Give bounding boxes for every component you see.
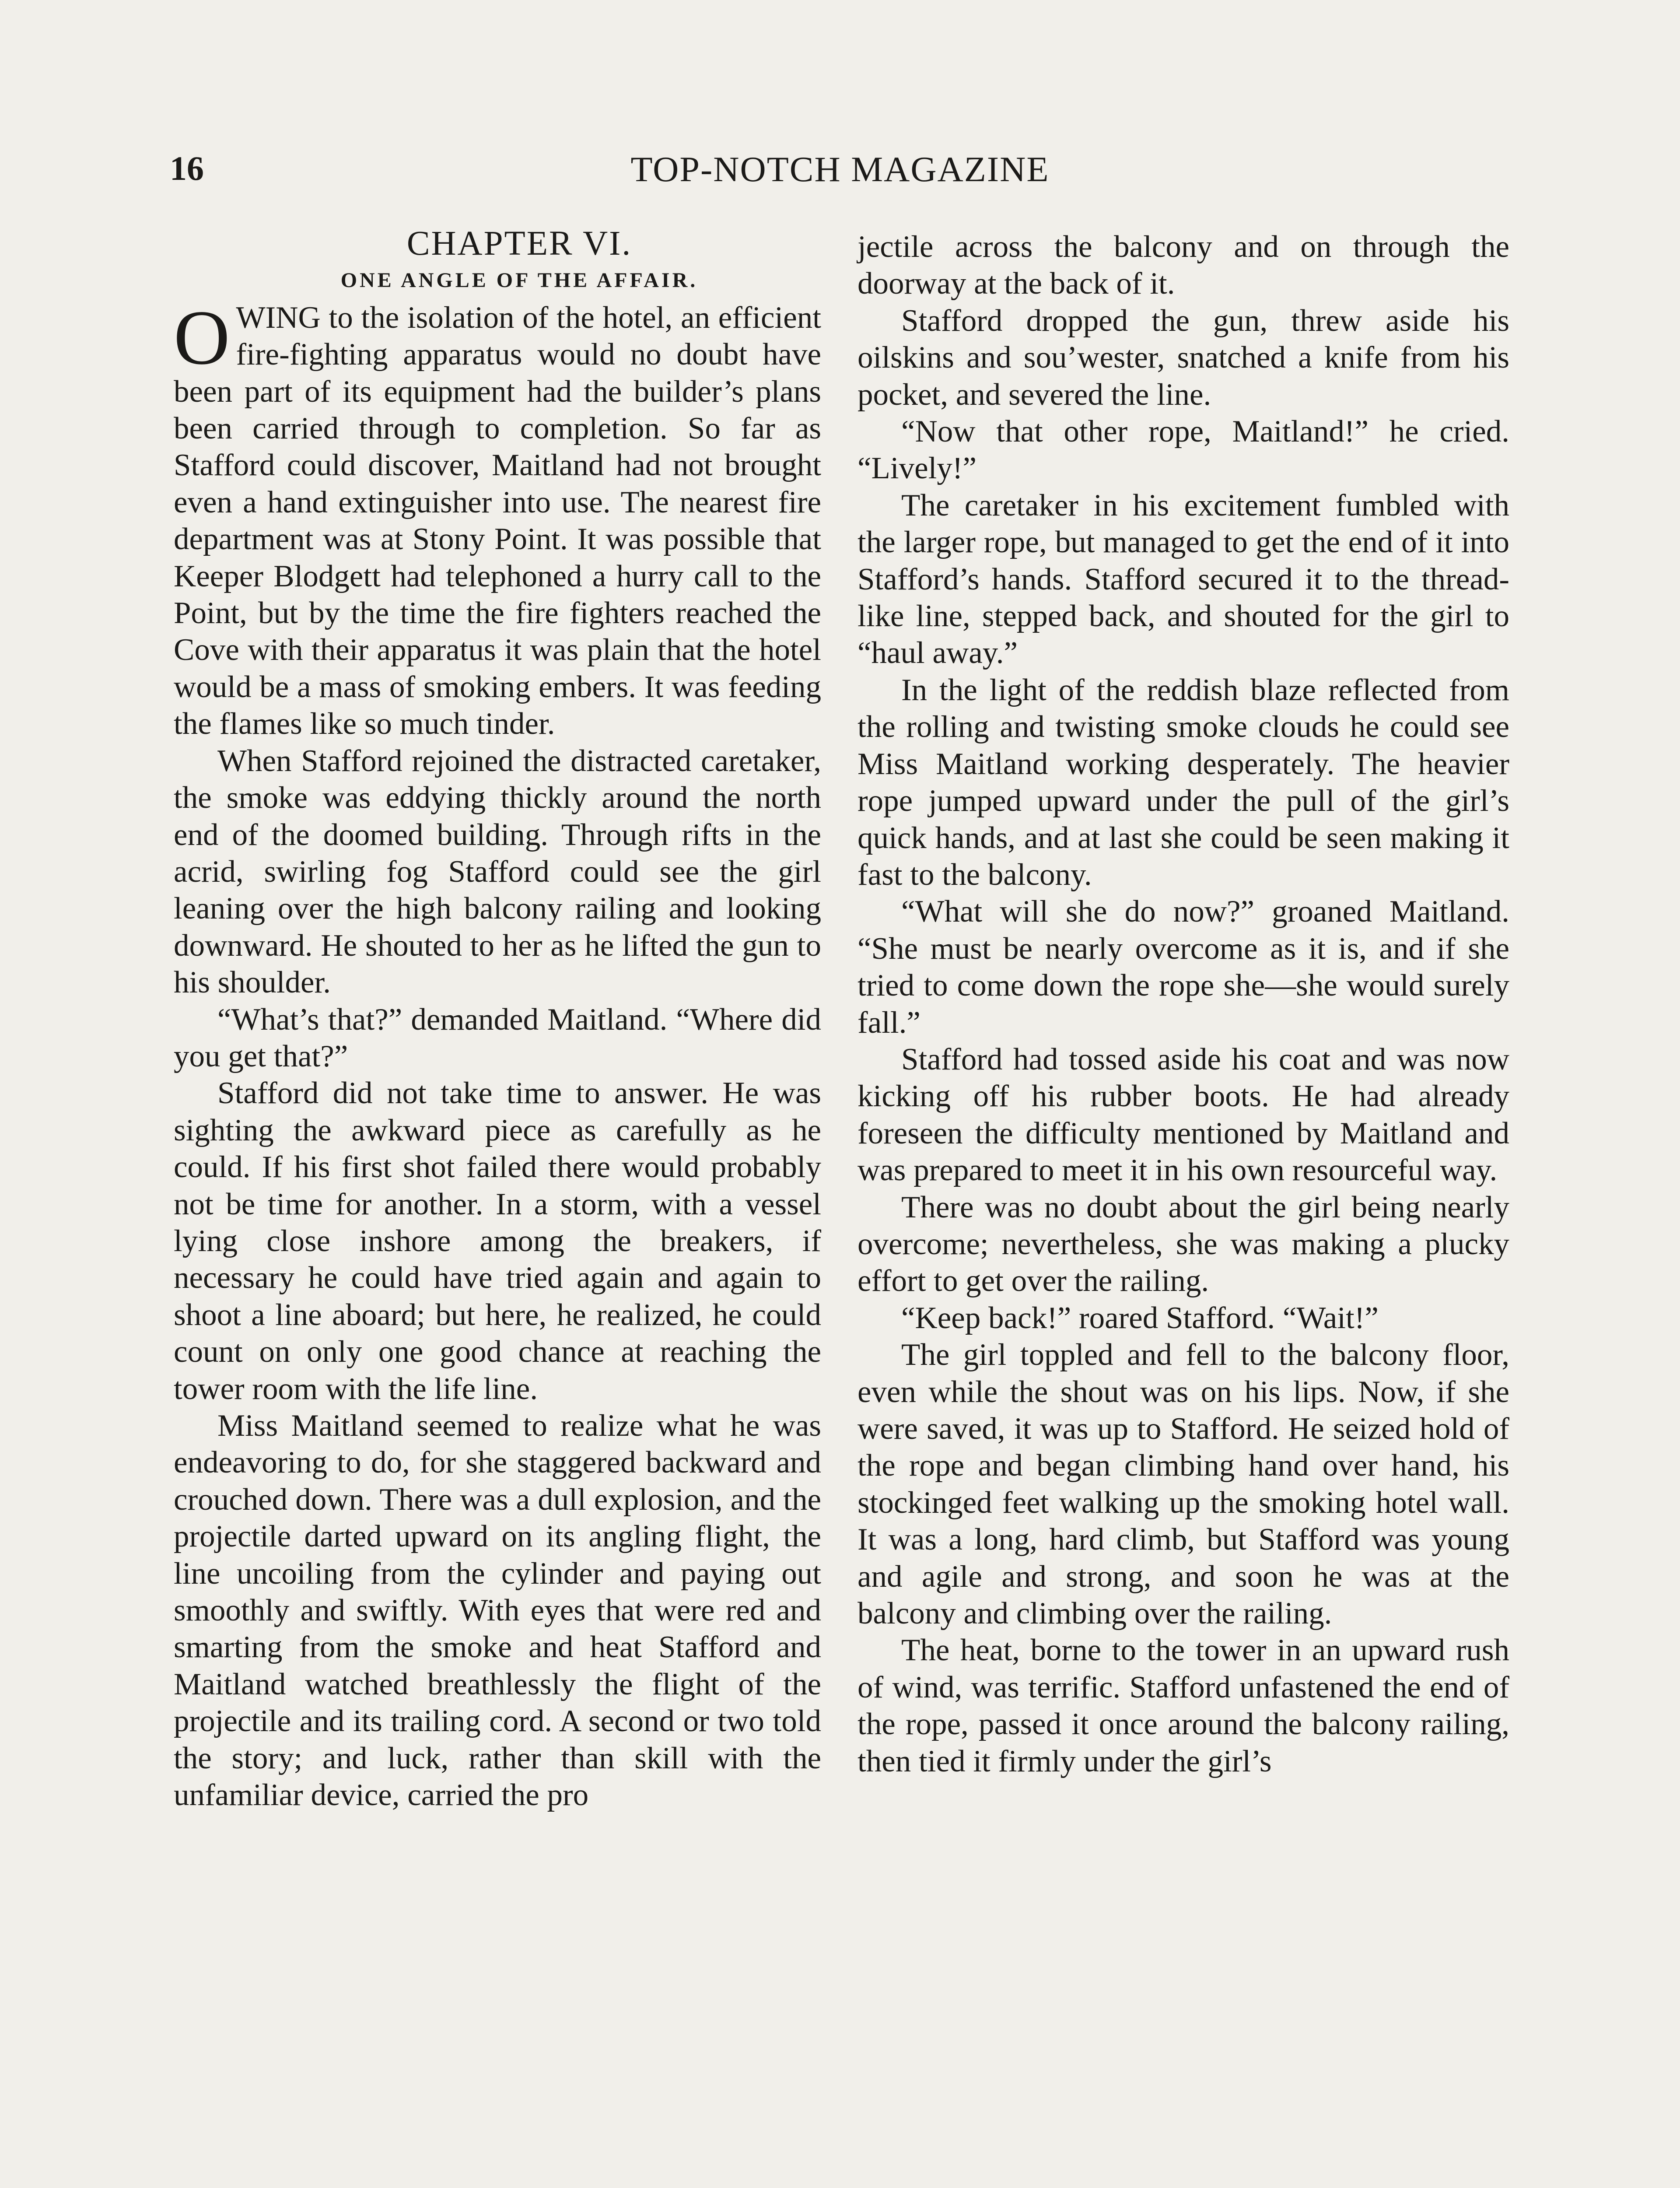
chapter-subtitle: ONE ANGLE OF THE AFFAIR. xyxy=(340,269,698,292)
running-head xyxy=(0,149,1680,201)
paragraph: “Keep back!” roared Stafford. “Wait!” xyxy=(901,1301,1379,1335)
paragraph: The caretaker in his excitement fumbled with the larger rope, but managed to get the end of it into Stafford’s hands. Stafford secured it to the threadlike line, stepped back, and shouted for the girl to “haul away.” xyxy=(858,488,1509,670)
chapter-title: CHAPTER VI. xyxy=(406,224,632,263)
magazine-title: TOP-NOTCH MAGAZINE xyxy=(630,149,1050,189)
paragraph: There was no doubt about the girl being nearly overcome; nevertheless, she was making a plucky effort to get over the railing. xyxy=(858,1190,1509,1298)
paragraph: Stafford did not take time to answer. He was sighting the awkward piece as carefully as he could. If his first shot failed there would probably not be time for another. In a storm, with a vessel lying close inshore among the breakers, if necessary he could have tried again and again to shoot a line aboard; but here, he realized, he could count on only one good chance at reaching the tower room with the life line. xyxy=(174,1076,821,1406)
paragraph: In the light of the reddish blaze reflected from the rolling and twisting smoke clouds he could see Miss Maitland working desperately. The heavier rope jumped upward under the pull of the girl’s quick hands, and at last she could be seen making it fast to the balcony. xyxy=(858,673,1509,892)
drop-cap: O xyxy=(174,294,230,381)
paragraph-continuation: jectile across the balcony and on through the doorway at the back of it. xyxy=(858,230,1509,301)
right-column xyxy=(858,228,1509,1780)
paragraph: “What’s that?” demanded Maitland. “Where did you get that?” xyxy=(174,1002,821,1073)
paragraph: The heat, borne to the tower in an upward rush of wind, was terrific. Stafford unfastened the end of the rope, passed it once around the balcony railing, then tied it firmly under the girl’s xyxy=(858,1633,1509,1778)
paragraph: When Stafford rejoined the distracted caretaker, the smoke was eddying thickly around the north end of the doomed building. Through rifts in the acrid, swirling fog Stafford could see the girl leaning over the high balcony railing and looking downward. He shouted to her as he lifted the gun to his shoulder. xyxy=(174,743,821,1000)
paragraph: Stafford had tossed aside his coat and was now kicking off his rubber boots. He had already foreseen the difficulty mentioned by Maitland and was prepared to meet it in his own resourceful way. xyxy=(858,1042,1509,1188)
page-number: 16 xyxy=(170,149,204,187)
paragraph: “Now that other rope, Maitland!” he cried. “Lively!” xyxy=(858,414,1509,486)
left-column xyxy=(174,225,821,1813)
paragraph-text: WING to the isolation of the hotel, an efficient fire-fighting apparatus would no doubt have been part of its equipment had the builder’s plans been carried through to completion. So far as Stafford could discover, Maitland had not brought even a hand extinguisher into use. The nearest fire department was at Stony Point. It was possible that Keeper Blodgett had telephoned a hurry call to the Point, but by the time the fire fighters reached the Cove with their apparatus it was plain that the hotel would be a mass of smoking embers. It was feeding the flames like so much tinder. xyxy=(174,300,821,741)
paragraph: Miss Maitland seemed to realize what he was endeavoring to do, for she staggered backward and crouched down. There was a dull explosion, and the projectile darted upward on its angling flight, the line uncoiling from the cylinder and paying out smoothly and swiftly. With eyes that were red and smarting from the smoke and heat Stafford and Maitland watched breathlessly the flight of the projectile and its trailing cord. A second or two told the story; and luck, rather than skill with the unfamiliar device, carried the pro xyxy=(174,1409,821,1813)
paragraph xyxy=(174,294,821,743)
paragraph: “What will she do now?” groaned Maitland. “She must be nearly overcome as it is, and if she tried to come down the rope she—she would surely fall.” xyxy=(858,894,1509,1040)
paragraph: The girl toppled and fell to the balcony floor, even while the shout was on his lips. Now, if she were saved, it was up to Stafford. He seized hold of the rope and began climbing hand over hand, his stockinged feet walking up the smoking hotel wall. It was a long, hard climb, but Stafford was young and agile and strong, and soon he was at the balcony and climbing over the railing. xyxy=(858,1338,1509,1631)
paragraph: Stafford dropped the gun, threw aside his oilskins and sou’wester, snatched a knife from his pocket, and severed the line. xyxy=(858,303,1509,412)
